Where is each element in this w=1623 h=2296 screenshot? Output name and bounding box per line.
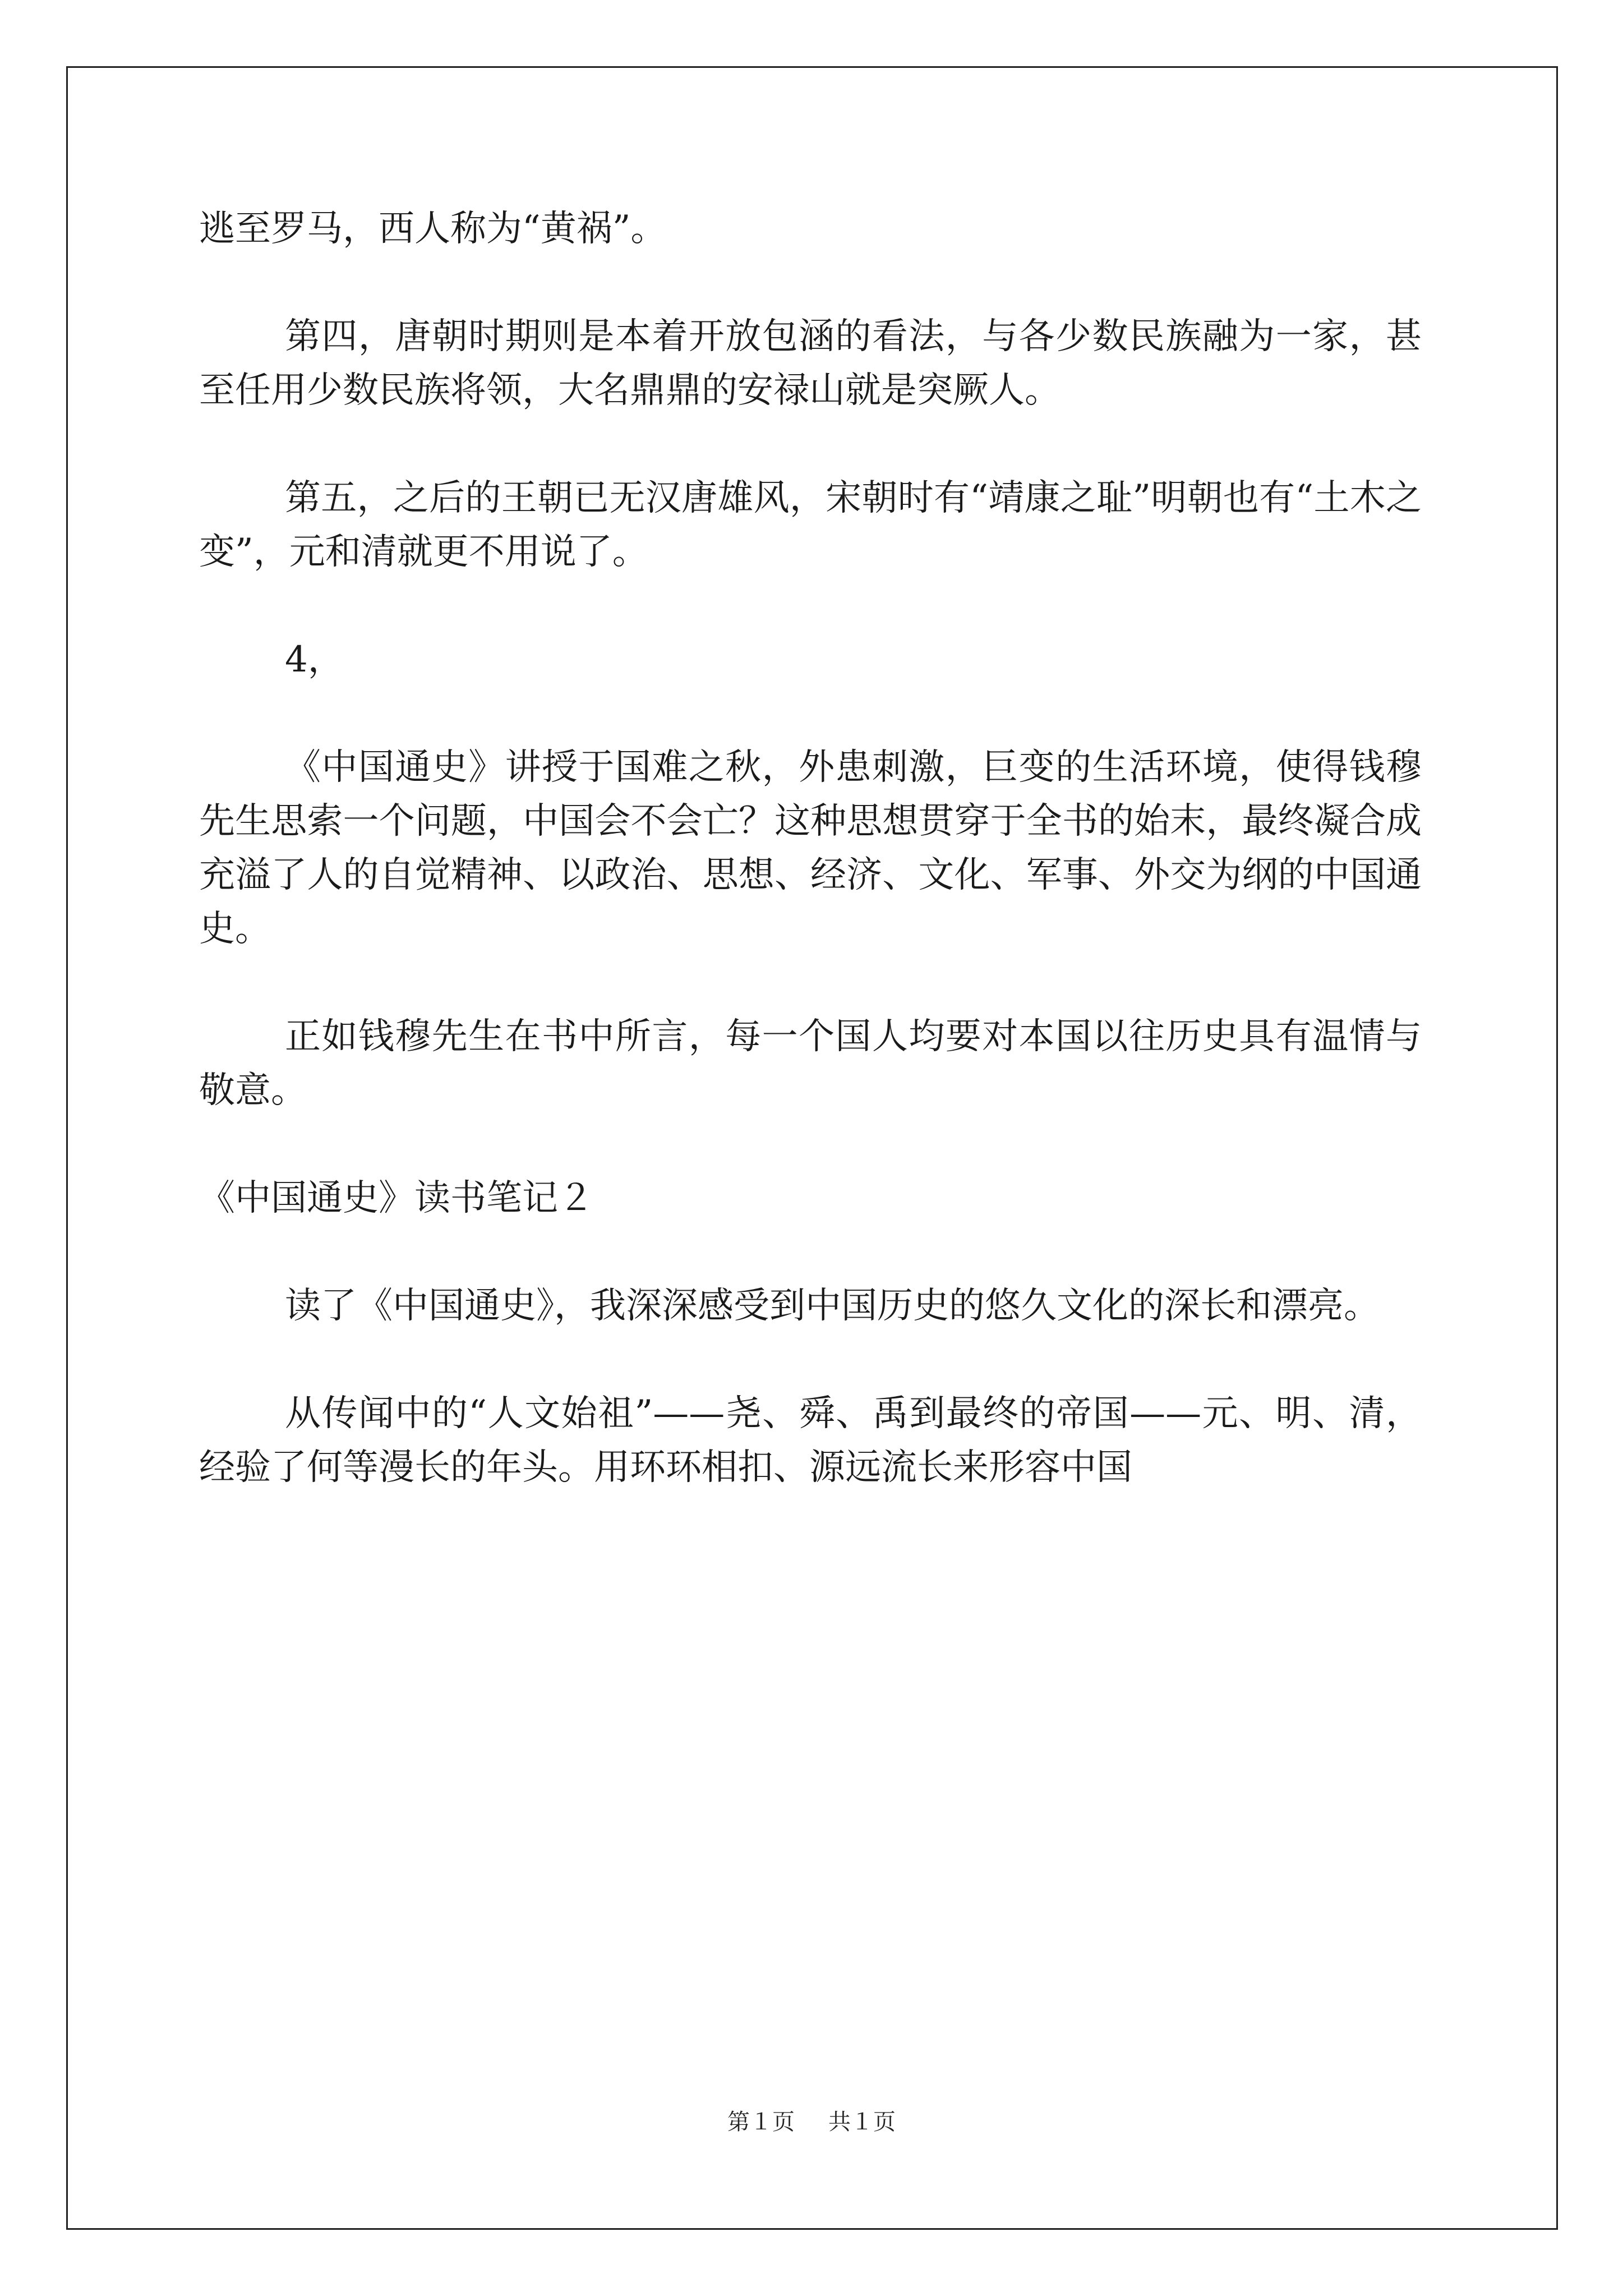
- paragraph-continuation: 逃至罗马，西人称为“黄祸”。: [199, 208, 667, 250]
- paragraph-reading-impression: 读了《中国通史》，我深深感受到中国历史的悠久文化的深长和漂亮。: [285, 1285, 1380, 1327]
- paragraph-fourth-point: 第四，唐朝时期则是本着开放包涵的看法，与各少数民族融为一家，甚至任用少数民族将领，大名鼎鼎的安禄山就是突厥人。: [199, 316, 1422, 411]
- page-total: 共１页: [828, 2109, 896, 2135]
- section-heading: 《中国通史》读书笔记２: [199, 1177, 594, 1219]
- paragraph-book-context: 《中国通史》讲授于国难之秋，外患刺激，巨变的生活环境，使得钱穆先生思索一个问题，中国会不会亡？这种思想贯穿于全书的始末，最终凝合成充溢了人的自觉精神、以政治、思想、经济、文化、军事、外交为纲的中国通史。: [199, 747, 1422, 950]
- paragraph-fifth-point: 第五，之后的王朝已无汉唐雄风，宋朝时有“靖康之耻”明朝也有“土木之变”，元和清就更不用说了。: [199, 477, 1422, 573]
- paragraph-conclusion: 正如钱穆先生在书中所言，每一个国人均要对本国以往历史具有温情与敬意。: [199, 1016, 1422, 1111]
- section-number: 4，: [285, 639, 344, 680]
- page-number: 第１页: [727, 2109, 795, 2135]
- paragraph-history-overview: 从传闻中的“人文始祖”——尧、舜、禹到最终的帝国——元、明、清，经验了何等漫长的年头。用环环相扣、源远流长来形容中国: [199, 1393, 1422, 1488]
- page-footer: [0, 2106, 1623, 2138]
- document-body: [199, 202, 1422, 1548]
